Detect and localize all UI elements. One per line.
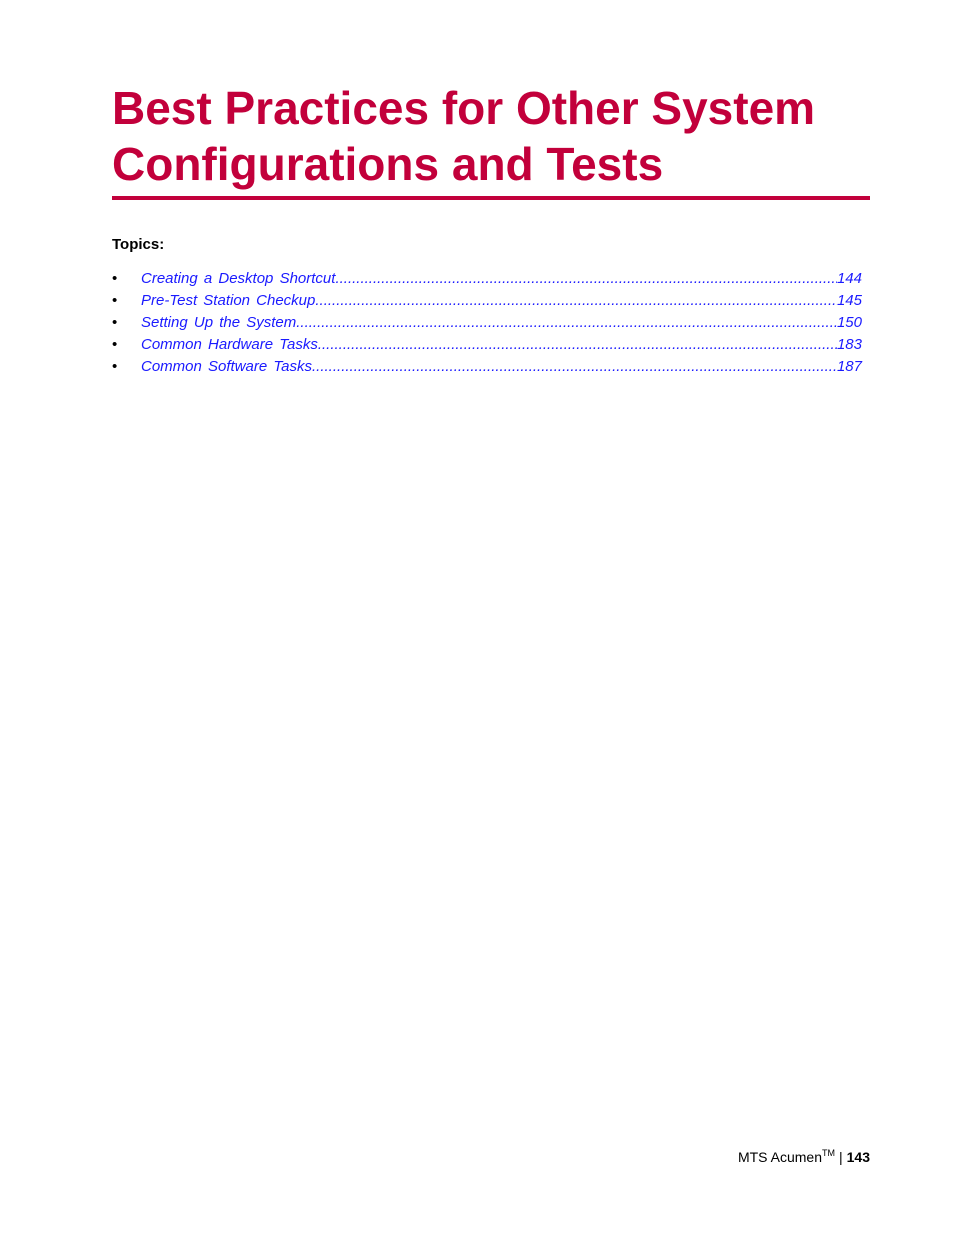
chapter-title	[112, 80, 872, 192]
bullet-icon: •	[112, 270, 118, 287]
bullet-icon: •	[112, 292, 118, 309]
toc-page-number: 187	[836, 358, 862, 375]
toc-link-label: Common Hardware Tasks	[141, 336, 318, 353]
footer-separator: |	[839, 1149, 843, 1165]
toc-page-number: 144	[836, 270, 862, 287]
toc-link[interactable]	[141, 290, 862, 312]
toc-link[interactable]	[141, 356, 862, 378]
chapter-title-line-2: Configurations and Tests	[112, 138, 664, 190]
toc-page-number: 183	[836, 336, 862, 353]
toc-page-number: 145	[836, 292, 862, 309]
toc-link-label: Creating a Desktop Shortcut	[141, 270, 336, 287]
bullet-icon: •	[112, 358, 118, 375]
toc-link[interactable]	[141, 334, 862, 356]
toc-item-setting-up-the-system[interactable]	[112, 312, 862, 334]
toc-page-number: 150	[836, 314, 862, 331]
toc-link-label: Setting Up the System	[141, 314, 297, 331]
page-footer	[738, 1148, 870, 1166]
dot-leader	[318, 334, 837, 356]
topics-heading: Topics:	[112, 236, 165, 253]
toc-link[interactable]	[141, 268, 862, 290]
toc-link-label: Pre-Test Station Checkup	[141, 292, 316, 309]
title-divider	[112, 196, 870, 200]
dot-leader	[335, 268, 837, 290]
toc-link[interactable]	[141, 312, 862, 334]
toc-item-creating-desktop-shortcut[interactable]	[112, 268, 862, 290]
footer-page-number: 143	[846, 1149, 870, 1165]
dot-leader	[315, 290, 837, 312]
toc-item-common-software-tasks[interactable]	[112, 356, 862, 378]
dot-leader	[296, 312, 837, 334]
toc-item-pre-test-station-checkup[interactable]	[112, 290, 862, 312]
toc-link-label: Common Software Tasks	[141, 358, 313, 375]
toc-item-common-hardware-tasks[interactable]	[112, 334, 862, 356]
bullet-icon: •	[112, 336, 118, 353]
dot-leader	[312, 356, 837, 378]
bullet-icon: •	[112, 314, 118, 331]
chapter-title-line-1: Best Practices for Other System	[112, 82, 816, 134]
footer-product-name: MTS Acumen	[737, 1149, 822, 1165]
trademark-symbol: TM	[822, 1148, 835, 1158]
topics-list	[112, 268, 862, 378]
